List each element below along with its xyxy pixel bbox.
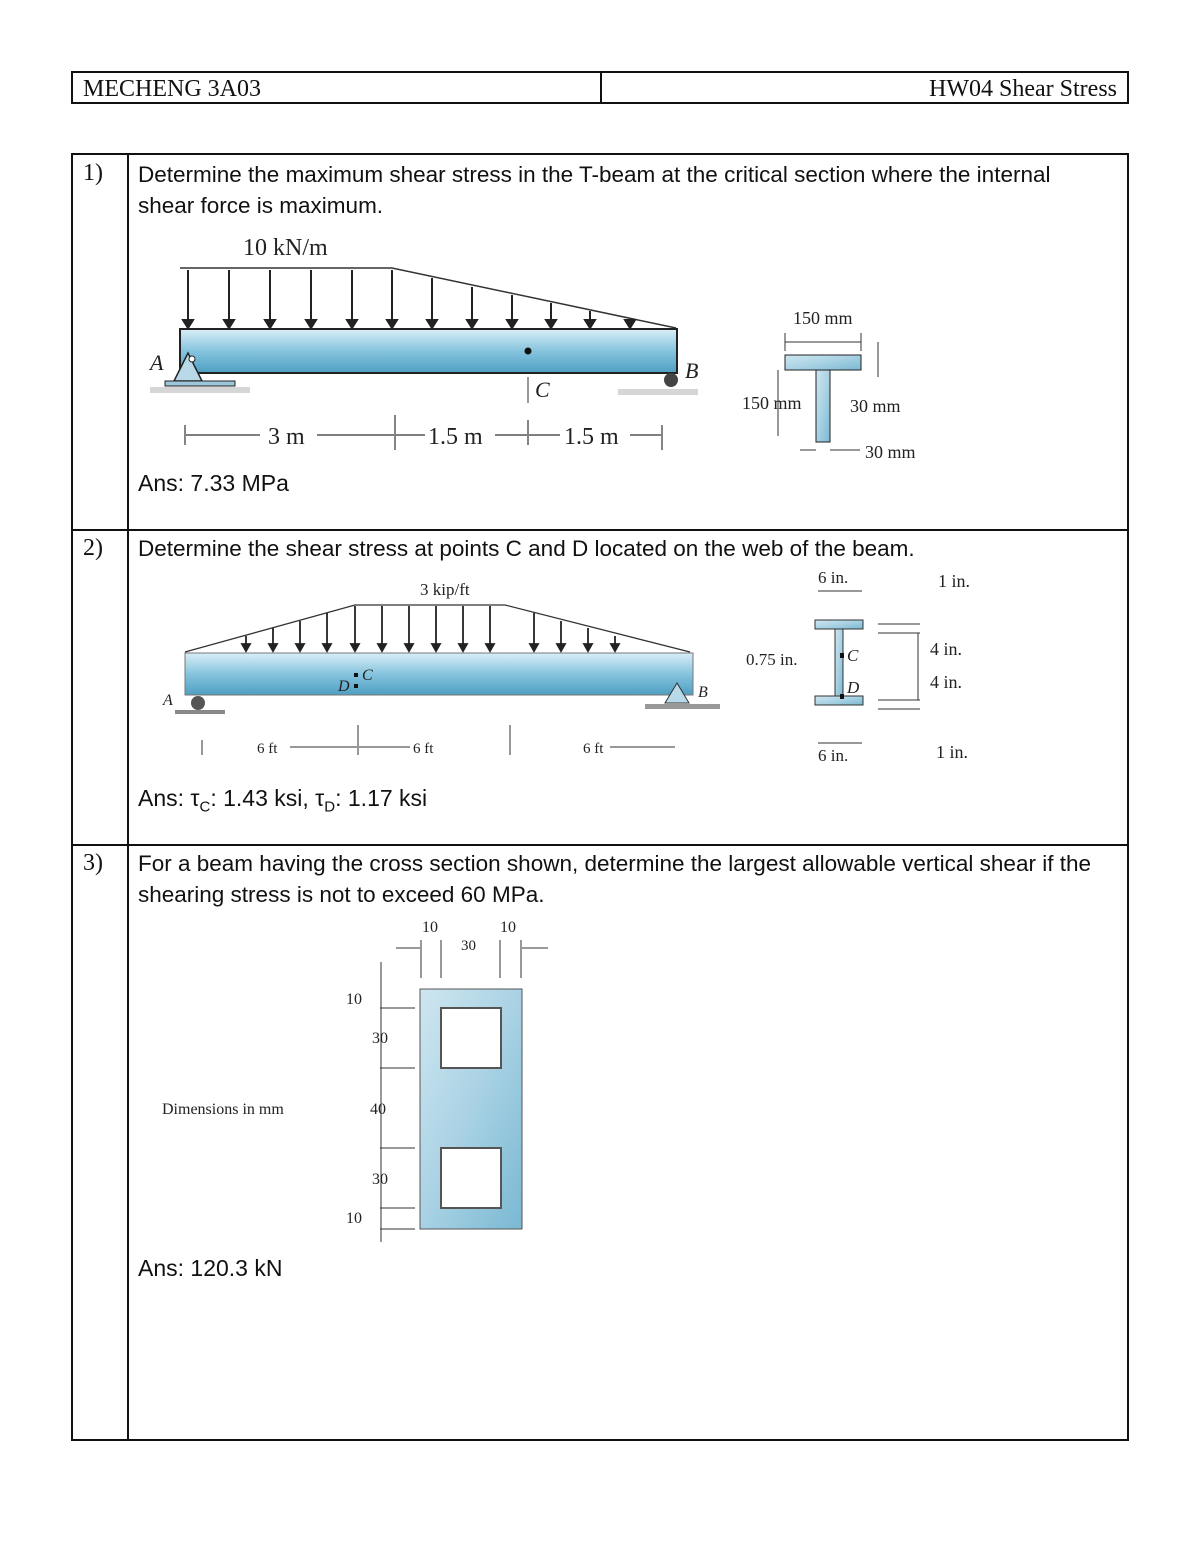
flange-thickness-label: 30 mm (850, 396, 901, 416)
problem-3-question: For a beam having the cross section shown, determine the largest allowable vertical shear if the shearing stress is not to exceed 60 MPa. (138, 851, 1091, 907)
v5-dim: 10 (346, 1210, 362, 1227)
load-label-2: 3 kip/ft (420, 580, 470, 599)
lower-hole (441, 1148, 501, 1208)
problem-2-answer (138, 785, 427, 816)
flange-width-label: 150 mm (793, 308, 853, 328)
span-1-label-2: 6 ft (257, 741, 278, 757)
roller-support-b (664, 373, 678, 387)
problem-3-answer: Ans: 120.3 kN (138, 1255, 283, 1281)
section-point (525, 348, 532, 355)
roller-support-a2 (191, 696, 205, 710)
span-2-label: 1.5 m (428, 424, 483, 450)
load-arrows-2 (242, 606, 619, 651)
problem-1-question: Determine the maximum shear stress in the T-beam at the critical section where the internal shear force is maximum. (138, 162, 1051, 218)
i-web (835, 629, 843, 696)
label-c-2: C (362, 667, 373, 684)
dimensions-note: Dimensions in mm (162, 1101, 284, 1118)
v4-dim: 30 (372, 1171, 388, 1188)
i-beam-figure (150, 565, 1010, 770)
upper-web-label: 4 in. (930, 639, 963, 659)
span-1-label: 3 m (268, 424, 305, 450)
top-right-dim: 10 (500, 919, 516, 936)
span-2-label-2: 6 ft (413, 741, 434, 757)
top-flange-thickness-label: 1 in. (938, 571, 971, 591)
label-b-2: B (698, 684, 708, 701)
load-arrows (183, 270, 635, 328)
answer-sub-c: C (199, 798, 211, 816)
section-label-d: D (847, 678, 860, 697)
answer-tau-d-prefix: : 1.43 ksi, τ (210, 785, 325, 811)
label-d-2: D (338, 678, 350, 695)
upper-hole (441, 1008, 501, 1068)
problem-1-answer: Ans: 7.33 MPa (138, 470, 289, 496)
load-label: 10 kN/m (243, 235, 328, 261)
section-label-c: C (847, 646, 859, 665)
i-top-flange (815, 620, 863, 629)
course-code: MECHENG 3A03 (73, 73, 602, 102)
ground-a (150, 387, 250, 393)
web-height-label: 150 mm (742, 393, 802, 413)
web-thickness-label: 30 mm (865, 442, 916, 462)
support-plate (165, 381, 235, 386)
ground-a2 (175, 710, 225, 714)
answer-sub-d: D (324, 798, 336, 816)
section-point-c (840, 653, 844, 658)
column-divider (127, 155, 129, 1439)
assignment-title: HW04 Shear Stress (929, 76, 1117, 102)
problem-3-number: 3) (83, 850, 103, 876)
t-beam-figure (130, 225, 950, 475)
span-3-label-2: 6 ft (583, 741, 604, 757)
label-c: C (535, 377, 550, 402)
box-section-figure (150, 912, 570, 1257)
beam (180, 329, 677, 373)
bottom-flange-width-label: 6 in. (818, 746, 849, 765)
point-d-mark (354, 684, 358, 688)
lower-web-label: 4 in. (930, 672, 963, 692)
row-divider-2 (73, 844, 1127, 846)
t-flange (785, 355, 861, 370)
ground-b (618, 389, 698, 395)
header-bar (71, 71, 1129, 104)
row-divider-1 (73, 529, 1127, 531)
v3-dim: 40 (370, 1101, 386, 1118)
point-c-mark (354, 673, 358, 677)
label-b: B (685, 358, 699, 383)
top-mid-dim: 30 (461, 938, 476, 954)
v1-dim: 10 (346, 991, 362, 1008)
ground-b2 (645, 704, 720, 709)
t-web (816, 370, 830, 442)
i-bottom-flange (815, 696, 863, 705)
answer-tau-d-value: : 1.17 ksi (335, 785, 428, 811)
problem-1-number: 1) (83, 160, 103, 186)
top-left-dim: 10 (422, 919, 438, 936)
beam-2 (185, 653, 693, 695)
pin-hole (189, 356, 195, 362)
web-thickness-label-2: 0.75 in. (746, 650, 798, 669)
problem-2-number: 2) (83, 535, 103, 561)
label-a: A (150, 350, 164, 375)
span-3-label: 1.5 m (564, 424, 619, 450)
label-a-2: A (163, 692, 173, 709)
v2-dim: 30 (372, 1030, 388, 1047)
section-point-d (840, 694, 844, 699)
bottom-flange-thickness-label: 1 in. (936, 742, 969, 762)
problem-2-question: Determine the shear stress at points C and D located on the web of the beam. (138, 536, 915, 561)
answer-tau-c-prefix: Ans: τ (138, 785, 200, 811)
top-flange-width-label: 6 in. (818, 568, 849, 587)
